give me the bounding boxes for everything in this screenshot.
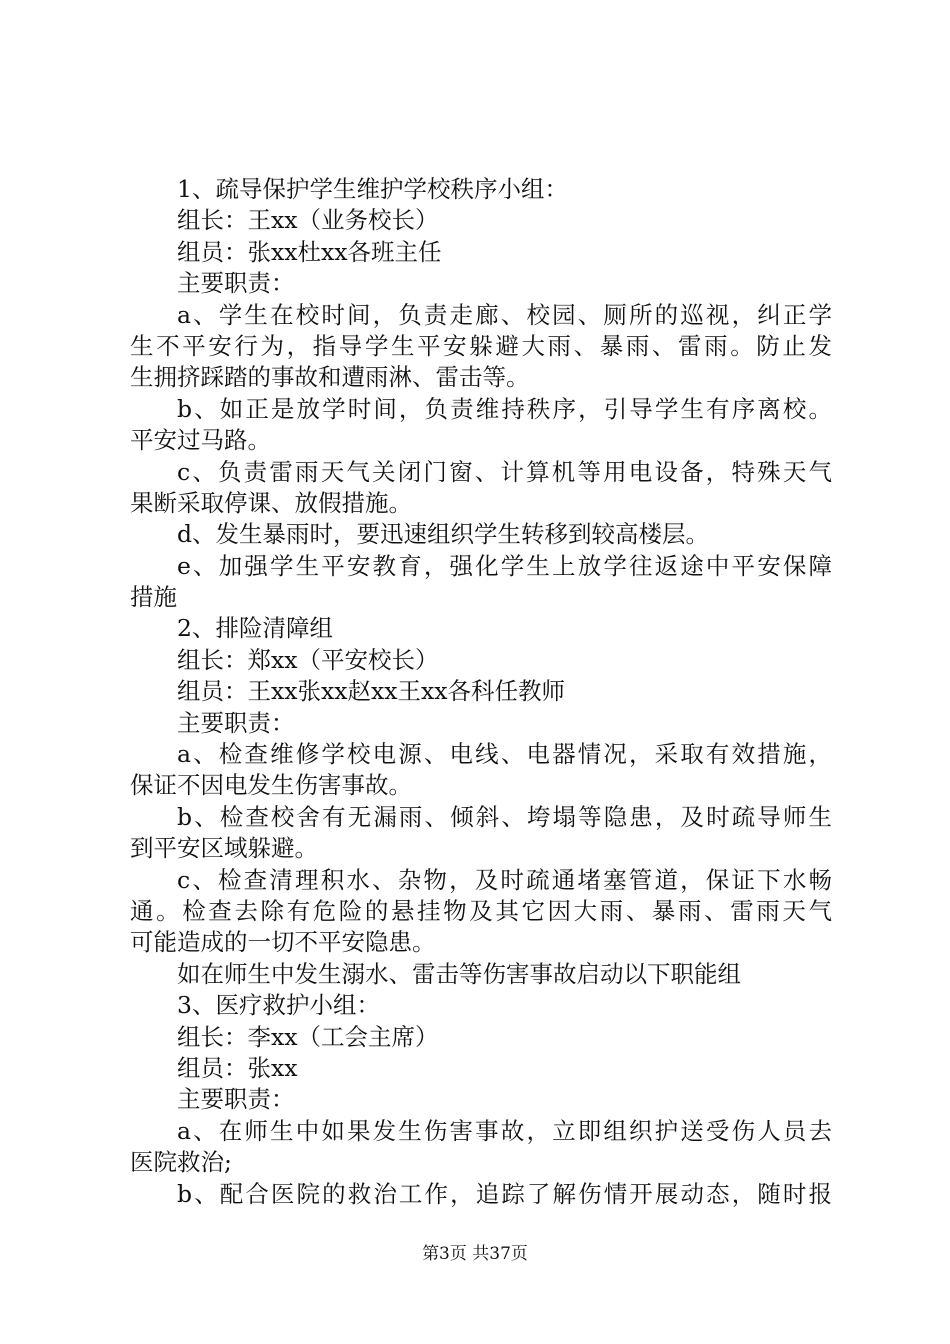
document-body (130, 174, 832, 1210)
group-members-2: 组员：王xx张xx赵xx王xx各科任教师 (177, 677, 566, 706)
paragraph-line: a、在师生中如果发生伤害事故，立即组织护送受伤人员去 (177, 1116, 832, 1145)
paragraph-line: d、发生暴雨时，要迅速组织学生转移到较高楼层。 (177, 520, 710, 549)
duties-label-1: 主要职责： (177, 269, 295, 298)
paragraph-line: e、加强学生平安教育，强化学生上放学往返途中平安保障 (177, 551, 832, 580)
paragraph-line: b、如正是放学时间，负责维持秩序，引导学生有序离校。 (177, 394, 832, 423)
paragraph-line: 生拥挤踩踏的事故和遭雨淋、雷击等。 (130, 363, 530, 392)
duties-label-3: 主要职责： (177, 1085, 295, 1114)
group-leader-2: 组长：郑xx（平安校长） (177, 645, 439, 674)
paragraph-line: 生不平安行为，指导学生平安躲避大雨、暴雨、雷雨。防止发 (130, 331, 832, 360)
paragraph-line: 保证不因电发生伤害事故。 (130, 771, 412, 800)
page-number-footer: 第3页 共37页 (422, 1244, 528, 1264)
paragraph-line: 措施 (130, 583, 177, 612)
paragraph-line: 如在师生中发生溺水、雷击等伤害事故启动以下职能组 (177, 959, 741, 988)
paragraph-line: a、检查维修学校电源、电线、电器情况，采取有效措施， (177, 740, 832, 769)
paragraph-line: b、配合医院的救治工作，追踪了解伤情开展动态，随时报 (177, 1179, 832, 1208)
duties-label-2: 主要职责： (177, 708, 295, 737)
group-members-3: 组员：张xx (177, 1053, 298, 1082)
paragraph-line: a、学生在校时间，负责走廊、校园、厕所的巡视，纠正学 (177, 300, 832, 329)
paragraph-line: c、负责雷雨天气关闭门窗、计算机等用电设备，特殊天气 (177, 457, 832, 486)
section-heading-1: 1、疏导保护学生维护学校秩序小组： (177, 175, 568, 203)
group-leader-3: 组长：李xx（工会主席） (177, 1022, 439, 1051)
paragraph-line: 到平安区域躲避。 (130, 834, 318, 863)
paragraph-line: 平安过马路。 (130, 426, 271, 455)
section-heading-3: 3、医疗救护小组： (177, 991, 380, 1020)
paragraph-line: c、检查清理积水、杂物，及时疏通堵塞管道，保证下水畅 (177, 865, 832, 894)
group-leader-1: 组长：王xx（业务校长） (177, 206, 439, 235)
paragraph-line: 果断采取停课、放假措施。 (130, 488, 412, 517)
section-heading-2: 2、排险清障组 (177, 614, 333, 643)
paragraph-line: 医院救治; (130, 1148, 232, 1177)
paragraph-line: b、检查校舍有无漏雨、倾斜、垮塌等隐患，及时疏导师生 (177, 802, 832, 831)
paragraph-line: 可能造成的一切不平安隐患。 (130, 928, 436, 957)
group-members-1: 组员：张xx杜xx各班主任 (177, 237, 442, 266)
paragraph-line: 通。检查去除有危险的悬挂物及其它因大雨、暴雨、雷雨天气 (130, 896, 832, 925)
